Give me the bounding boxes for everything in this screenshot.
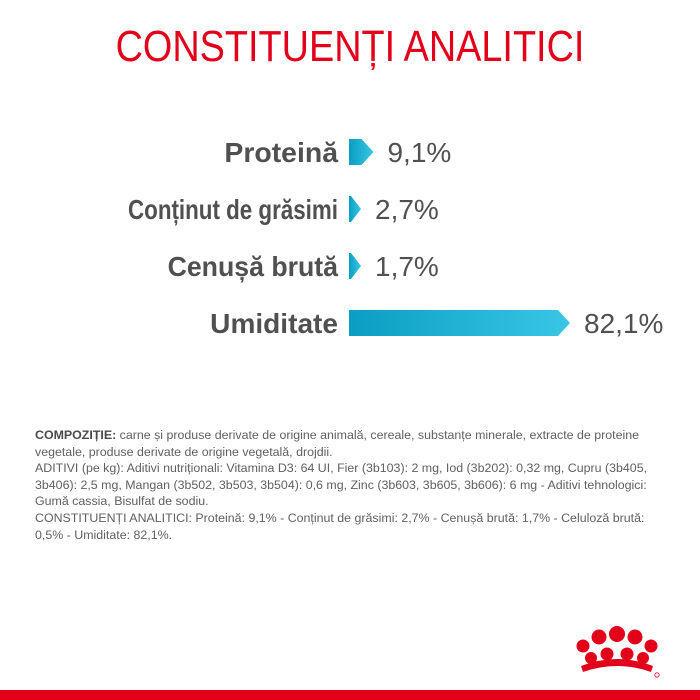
- bar-2: [349, 196, 361, 222]
- analytical-constituents-paragraph: CONSTITUENȚI ANALITICI: Proteină: 9,1% - Conținut de grăsimi: 2,7% - Cenușă brută: 1,7% - Celuloză brută: 0,5% - Umiditate: 82,1%.: [35, 510, 645, 542]
- composition-label: COMPOZIȚIE:: [35, 428, 117, 442]
- value-label: 1,7%: [375, 251, 439, 282]
- bar-3: [349, 253, 361, 279]
- footer-band: [0, 690, 700, 700]
- page-title: CONSTITUENȚI ANALITICI: [115, 22, 585, 71]
- composition-text: carne și produse derivate de origine animală, cereale, substanțe minerale, extracte de proteine vegetale, produse derivate de origine vegetală, drojdii.: [35, 428, 640, 459]
- category-label: Umiditate: [210, 308, 338, 339]
- value-label: 82,1%: [584, 308, 664, 339]
- category-label: Proteină: [224, 137, 339, 168]
- analytical-constituents-chart: [0, 100, 700, 360]
- value-label: 9,1%: [387, 137, 452, 168]
- value-label: 2,7%: [375, 194, 439, 225]
- composition-text-block: [35, 427, 667, 543]
- composition-paragraph: [35, 427, 667, 460]
- additives-paragraph: ADITIVI (pe kg): Aditivi nutriționali: Vitamina D3: 64 UI, Fier (3b103): 2 mg, Iod (3b202): 0,32 mg, Cupru (3b405, 3b406): 2,5 mg, Mangan (3b502, 3b503, 3b504): 0,6 mg, Zinc (3b603, 3b605, 3b606): 6 mg - Aditivi tehnologici: Gumă cassia, Bisulfat de sodiu.: [35, 461, 648, 509]
- category-label: Cenușă brută: [167, 251, 339, 282]
- royal-canin-crown-icon: [571, 616, 663, 680]
- bar-4: [349, 310, 570, 336]
- bar-1: [349, 139, 373, 165]
- category-label: Conținut de grăsimi: [128, 194, 338, 225]
